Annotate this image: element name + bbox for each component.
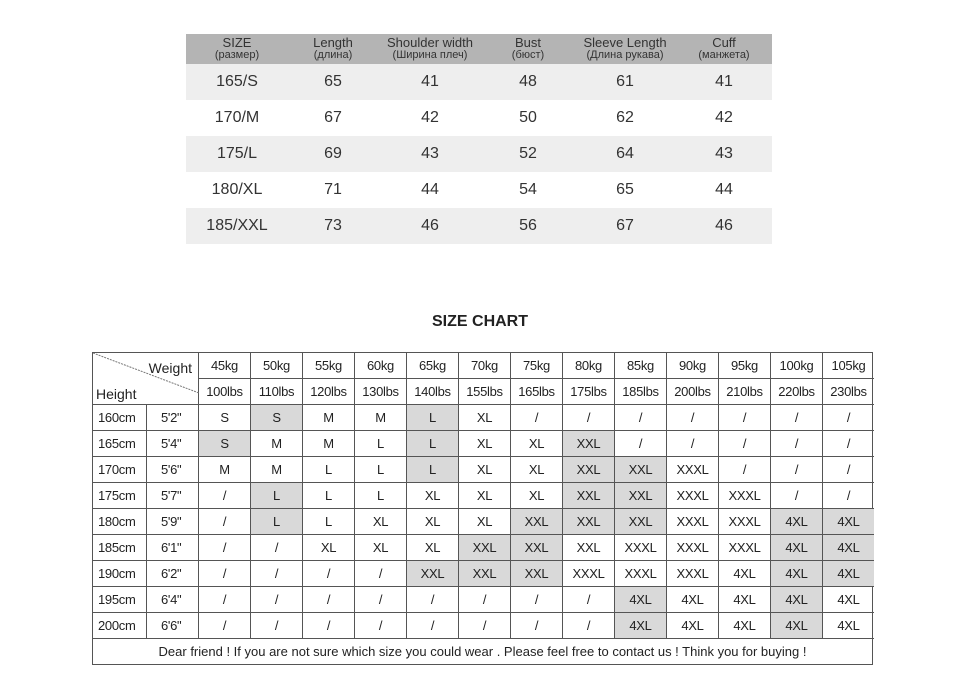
size-cell: M <box>303 431 355 457</box>
size-cell: 4XL <box>719 613 771 639</box>
height-ft-cell: 5'9" <box>147 509 199 535</box>
size-cell: XXL <box>511 509 563 535</box>
size-cell: 4XL <box>823 535 874 561</box>
size-cell: / <box>667 431 719 457</box>
header-shoulder-width: Shoulder width (Ширина плеч) <box>387 35 473 61</box>
size-cell: XL <box>459 457 511 483</box>
size-cell: / <box>303 561 355 587</box>
size-cell: / <box>823 457 874 483</box>
size-cell: L <box>407 457 459 483</box>
footer-note: Dear friend ! If you are not sure which size you could wear . Please feel free to contact us ! Think you for buying ! <box>158 644 807 659</box>
size-cell: / <box>303 587 355 613</box>
size-row <box>93 457 872 483</box>
size-cell: / <box>511 405 563 431</box>
weight-kg-cell: 100kg <box>771 353 823 379</box>
size-cell: XXXL <box>719 535 771 561</box>
size-cell: M <box>251 457 303 483</box>
measurement-row <box>186 208 772 244</box>
size-cell: / <box>199 509 251 535</box>
measurement-cell: 64 <box>616 145 634 162</box>
header-bust: Bust (бюст) <box>511 35 545 61</box>
measurement-cell: 41 <box>421 73 439 90</box>
size-cell: XXL <box>407 561 459 587</box>
size-cell: 4XL <box>615 613 667 639</box>
weight-lbs-cell: 165lbs <box>511 379 563 405</box>
measurement-cell: 62 <box>616 109 634 126</box>
size-cell: / <box>355 561 407 587</box>
header-sleeve-length: Sleeve Length (Длина рукава) <box>583 35 667 61</box>
measurement-cell: 67 <box>324 109 342 126</box>
size-cell: XL <box>459 431 511 457</box>
size-cell: / <box>823 405 874 431</box>
size-cell: 4XL <box>823 613 874 639</box>
measurement-cell: 165/S <box>216 73 258 90</box>
size-cell: XXL <box>615 457 667 483</box>
size-cell: / <box>511 613 563 639</box>
size-row <box>93 483 872 509</box>
size-cell: 4XL <box>823 561 874 587</box>
size-cell: / <box>771 405 823 431</box>
size-cell: / <box>355 613 407 639</box>
size-cell: XXL <box>563 431 615 457</box>
size-cell: 4XL <box>771 535 823 561</box>
size-cell: L <box>251 509 303 535</box>
weight-kg-cell: 65kg <box>407 353 459 379</box>
size-cell: XXL <box>563 483 615 509</box>
height-label: Height <box>96 386 137 402</box>
measurement-cell: 48 <box>519 73 537 90</box>
size-cell: XL <box>303 535 355 561</box>
height-cm-cell: 180cm <box>93 509 147 535</box>
weight-kg-row <box>199 353 874 379</box>
weight-lbs-cell: 100lbs <box>199 379 251 405</box>
size-cell: XL <box>355 509 407 535</box>
weight-kg-cell: 70kg <box>459 353 511 379</box>
size-cell: XL <box>407 535 459 561</box>
measurement-cell: 185/XXL <box>206 217 268 234</box>
size-cell: XXXL <box>667 483 719 509</box>
size-cell: M <box>303 405 355 431</box>
weight-kg-cell: 60kg <box>355 353 407 379</box>
size-row <box>93 587 872 613</box>
weight-lbs-cell: 210lbs <box>719 379 771 405</box>
measurement-cell: 46 <box>715 217 733 234</box>
height-ft-cell: 6'6" <box>147 613 199 639</box>
size-row <box>93 561 872 587</box>
weight-lbs-cell: 220lbs <box>771 379 823 405</box>
measurement-cell: 73 <box>324 217 342 234</box>
size-cell: / <box>771 457 823 483</box>
measurement-cell: 41 <box>715 73 733 90</box>
measurement-cell: 43 <box>715 145 733 162</box>
measurement-cell: 175/L <box>216 145 258 162</box>
size-cell: / <box>719 405 771 431</box>
measurement-cell: 43 <box>421 145 439 162</box>
size-cell: XXL <box>511 561 563 587</box>
size-cell: M <box>199 457 251 483</box>
measurement-cell: 170/M <box>214 109 260 126</box>
size-row <box>93 509 872 535</box>
measurement-cell: 50 <box>519 109 537 126</box>
size-row <box>93 405 872 431</box>
height-cm-cell: 160cm <box>93 405 147 431</box>
size-cell: / <box>355 587 407 613</box>
size-cell: / <box>199 613 251 639</box>
height-ft-cell: 6'4" <box>147 587 199 613</box>
size-cell: 4XL <box>771 613 823 639</box>
size-cell: S <box>251 405 303 431</box>
measurement-row <box>186 136 772 172</box>
size-cell: 4XL <box>771 561 823 587</box>
weight-lbs-cell: 120lbs <box>303 379 355 405</box>
size-cell: 4XL <box>771 587 823 613</box>
size-cell: L <box>355 431 407 457</box>
size-cell: XXXL <box>615 561 667 587</box>
size-cell: S <box>199 431 251 457</box>
measurement-row <box>186 100 772 136</box>
size-cell: XL <box>511 431 563 457</box>
size-cell: XXXL <box>667 509 719 535</box>
size-cell: XL <box>459 483 511 509</box>
weight-kg-cell: 50kg <box>251 353 303 379</box>
size-cell: S <box>199 405 251 431</box>
size-cell: XXL <box>563 535 615 561</box>
size-cell: XXL <box>563 509 615 535</box>
size-cell: XXXL <box>667 561 719 587</box>
height-cm-cell: 200cm <box>93 613 147 639</box>
measurement-cell: 54 <box>519 181 537 198</box>
size-cell: 4XL <box>719 587 771 613</box>
weight-lbs-cell: 200lbs <box>667 379 719 405</box>
measurement-cell: 44 <box>421 181 439 198</box>
size-cell: / <box>459 613 511 639</box>
size-cell: L <box>303 457 355 483</box>
size-cell: M <box>355 405 407 431</box>
size-cell: 4XL <box>771 509 823 535</box>
corner-cell <box>93 353 199 405</box>
size-cell: / <box>563 405 615 431</box>
size-cell: XXXL <box>667 457 719 483</box>
measurement-cell: 69 <box>324 145 342 162</box>
measurement-cell: 44 <box>715 181 733 198</box>
size-row <box>93 431 872 457</box>
height-ft-cell: 5'2" <box>147 405 199 431</box>
size-cell: XL <box>511 457 563 483</box>
size-row <box>93 613 872 639</box>
height-cm-cell: 175cm <box>93 483 147 509</box>
measurement-cell: 65 <box>324 73 342 90</box>
size-cell: / <box>615 431 667 457</box>
size-cell: M <box>251 431 303 457</box>
height-ft-cell: 5'7" <box>147 483 199 509</box>
size-cell: L <box>355 483 407 509</box>
weight-lbs-cell: 230lbs <box>823 379 874 405</box>
measurement-cell: 61 <box>616 73 634 90</box>
measurement-cell: 42 <box>715 109 733 126</box>
weight-lbs-cell: 140lbs <box>407 379 459 405</box>
size-cell: XXXL <box>719 509 771 535</box>
size-cell: XXL <box>563 457 615 483</box>
weight-lbs-cell: 130lbs <box>355 379 407 405</box>
size-cell: XXXL <box>719 483 771 509</box>
size-cell: L <box>303 483 355 509</box>
size-cell: XXXL <box>563 561 615 587</box>
height-cm-cell: 195cm <box>93 587 147 613</box>
size-cell: XL <box>407 483 459 509</box>
height-ft-cell: 6'2" <box>147 561 199 587</box>
size-cell: 4XL <box>823 509 874 535</box>
size-cell: / <box>823 431 874 457</box>
weight-kg-cell: 105kg <box>823 353 874 379</box>
size-cell: / <box>615 405 667 431</box>
size-cell: XXL <box>459 561 511 587</box>
measurement-cell: 52 <box>519 145 537 162</box>
size-cell: XXL <box>615 483 667 509</box>
size-cell: XXL <box>615 509 667 535</box>
size-cell: / <box>407 587 459 613</box>
size-cell: / <box>511 587 563 613</box>
height-ft-cell: 5'4" <box>147 431 199 457</box>
measurement-table-header <box>186 34 772 64</box>
weight-kg-cell: 45kg <box>199 353 251 379</box>
weight-lbs-cell: 110lbs <box>251 379 303 405</box>
weight-kg-cell: 85kg <box>615 353 667 379</box>
measurement-table <box>186 34 772 244</box>
size-cell: / <box>563 587 615 613</box>
size-cell: XXL <box>459 535 511 561</box>
size-cell: L <box>251 483 303 509</box>
size-cell: / <box>667 405 719 431</box>
size-cell: / <box>459 587 511 613</box>
weight-kg-cell: 95kg <box>719 353 771 379</box>
height-ft-cell: 5'6" <box>147 457 199 483</box>
size-cell: XL <box>459 509 511 535</box>
measurement-cell: 180/XL <box>211 181 263 198</box>
size-cell: XL <box>407 509 459 535</box>
size-cell: XL <box>459 405 511 431</box>
measurement-cell: 71 <box>324 181 342 198</box>
header-size: SIZE (размер) <box>214 35 260 61</box>
size-cell: / <box>771 483 823 509</box>
size-cell: / <box>563 613 615 639</box>
size-cell: / <box>407 613 459 639</box>
size-row <box>93 535 872 561</box>
header-length: Length (длина) <box>313 35 353 61</box>
weight-lbs-cell: 155lbs <box>459 379 511 405</box>
size-cell: XXXL <box>667 535 719 561</box>
weight-lbs-cell: 175lbs <box>563 379 615 405</box>
weight-label: Weight <box>148 360 192 376</box>
size-cell: / <box>199 535 251 561</box>
weight-lbs-cell: 185lbs <box>615 379 667 405</box>
measurement-cell: 42 <box>421 109 439 126</box>
size-cell: L <box>303 509 355 535</box>
weight-kg-cell: 90kg <box>667 353 719 379</box>
measurement-cell: 46 <box>421 217 439 234</box>
size-cell: L <box>407 405 459 431</box>
size-cell: XL <box>355 535 407 561</box>
size-cell: 4XL <box>667 613 719 639</box>
size-chart-title: SIZE CHART <box>432 313 528 330</box>
size-cell: 4XL <box>719 561 771 587</box>
weight-kg-cell: 55kg <box>303 353 355 379</box>
size-cell: / <box>251 587 303 613</box>
measurement-row <box>186 172 772 208</box>
height-cm-cell: 170cm <box>93 457 147 483</box>
size-cell: XXL <box>511 535 563 561</box>
size-cell: L <box>407 431 459 457</box>
height-ft-cell: 6'1" <box>147 535 199 561</box>
size-cell: / <box>771 431 823 457</box>
size-chart-header <box>93 353 872 405</box>
weight-kg-cell: 75kg <box>511 353 563 379</box>
weight-lbs-row <box>199 379 874 405</box>
size-cell: / <box>251 561 303 587</box>
size-cell: 4XL <box>615 587 667 613</box>
size-cell: 4XL <box>823 587 874 613</box>
height-cm-cell: 185cm <box>93 535 147 561</box>
measurement-cell: 65 <box>616 181 634 198</box>
size-cell: 4XL <box>667 587 719 613</box>
header-cuff: Cuff (манжета) <box>698 35 750 61</box>
size-cell: / <box>199 483 251 509</box>
size-cell: / <box>719 431 771 457</box>
size-cell: L <box>355 457 407 483</box>
measurement-cell: 56 <box>519 217 537 234</box>
size-cell: / <box>823 483 874 509</box>
size-cell: / <box>251 613 303 639</box>
measurement-row <box>186 64 772 100</box>
height-cm-cell: 165cm <box>93 431 147 457</box>
height-cm-cell: 190cm <box>93 561 147 587</box>
size-cell: XL <box>511 483 563 509</box>
measurement-cell: 67 <box>616 217 634 234</box>
size-cell: / <box>719 457 771 483</box>
size-cell: / <box>303 613 355 639</box>
size-cell: / <box>199 587 251 613</box>
weight-kg-cell: 80kg <box>563 353 615 379</box>
size-chart-grid <box>92 352 873 665</box>
size-cell: XXXL <box>615 535 667 561</box>
size-cell: / <box>199 561 251 587</box>
size-cell: / <box>251 535 303 561</box>
